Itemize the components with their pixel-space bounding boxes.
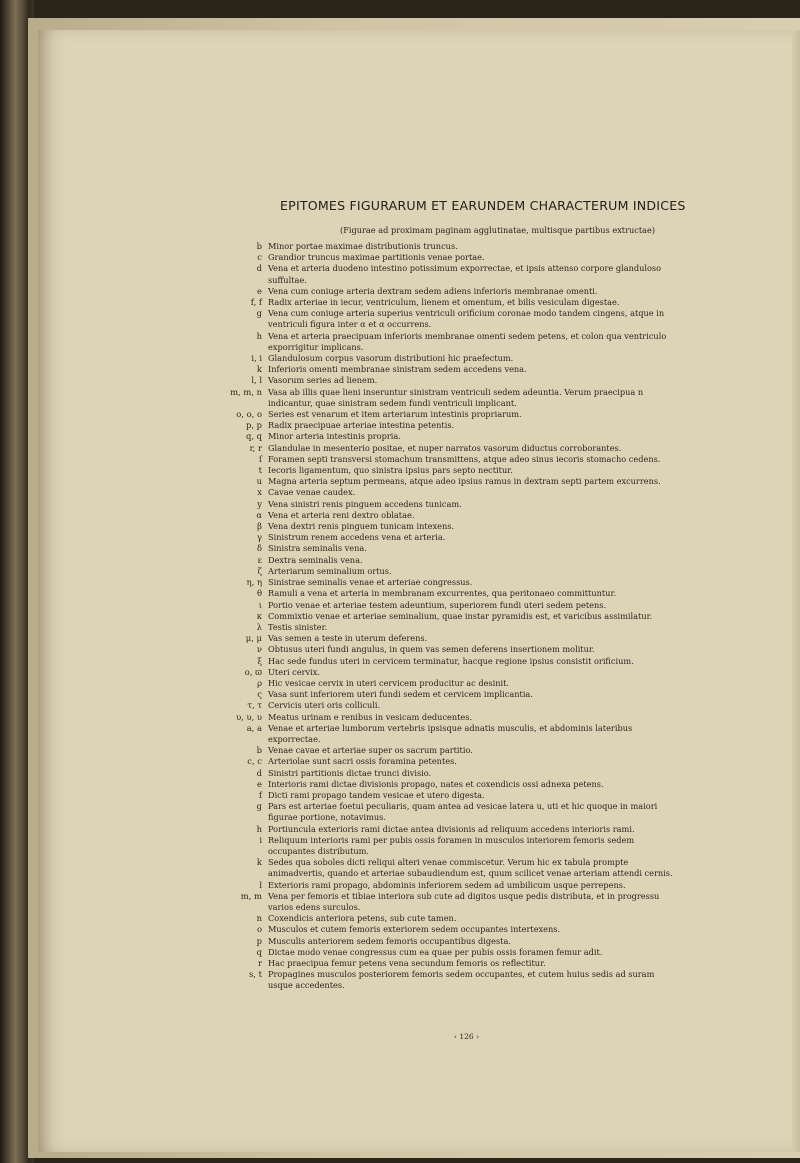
entry-label: c, c xyxy=(247,756,262,767)
index-entry xyxy=(218,790,676,801)
index-entry xyxy=(218,454,676,465)
entry-text: Sinistri partitionis dictae trunci divisio. xyxy=(268,767,432,778)
entry-text: Venae et arteriae lumborum vertebris ipsisque adnatis musculis, et abdominis lateribus exporrectae. xyxy=(268,722,633,744)
entry-text: Vas semen a teste in uterum deferens. xyxy=(268,633,428,644)
entry-label: h xyxy=(256,823,262,834)
entry-text: Dicti rami propago tandem vesicae et utero digesta. xyxy=(268,789,485,800)
entry-label: a, a xyxy=(246,722,262,733)
index-entry xyxy=(218,387,676,409)
entry-label: δ xyxy=(256,543,262,554)
entry-label: ς xyxy=(257,689,262,700)
entry-label: η, η xyxy=(246,577,262,588)
page-number: ‹ 126 › xyxy=(454,1032,480,1041)
index-entry xyxy=(218,252,676,263)
index-entry xyxy=(218,241,676,252)
entry-label: m, m xyxy=(240,890,262,901)
entry-label: y xyxy=(257,498,262,509)
index-entry xyxy=(218,644,676,655)
entry-text: Portiuncula exterioris rami dictae antea divisionis ad reliquum accedens interioris rami. xyxy=(268,823,635,834)
entry-label: θ xyxy=(256,588,262,599)
index-entry xyxy=(218,880,676,891)
page-subtitle: (Figurae ad proximam paginam agglutinatae, multisque partibus extructae) xyxy=(340,225,656,235)
entry-label: p xyxy=(256,935,262,946)
entry-label: l, l xyxy=(251,375,262,386)
entry-label: β xyxy=(257,521,262,532)
entry-text: Sinistrae seminalis venae et arteriae congressus. xyxy=(268,577,473,588)
entry-text: Sinistra seminalis vena. xyxy=(268,543,367,554)
entry-label: λ xyxy=(256,621,262,632)
index-entry xyxy=(218,633,676,644)
entry-text: Pars est arteriae foetui peculiaris, quam antea ad vesicae latera u, uti et hic quoque in maiori figurae portione, notavimus. xyxy=(268,801,658,823)
entry-label: ζ xyxy=(257,565,262,576)
entry-label: p, p xyxy=(245,420,262,431)
entry-label: b xyxy=(256,241,262,251)
index-entry xyxy=(218,768,676,779)
entry-text: Venae cavae et arteriae super os sacrum partitio. xyxy=(268,745,473,756)
index-entry xyxy=(218,700,676,711)
entry-text: Propagines musculos posteriorem femoris sedem occupantes, et cutem huius sedis ad suram usque accedentes. xyxy=(268,969,655,991)
entry-text: Commixtio venae et arteriae seminalium, quae instar pyramidis est, et varicibus assimilatur. xyxy=(268,610,653,621)
entry-label: t xyxy=(258,465,262,476)
entry-text: Minor portae maximae distributionis truncus. xyxy=(268,241,458,251)
index-entry xyxy=(218,487,676,498)
entry-text: Minor arteria intestinis propria. xyxy=(268,431,401,442)
entry-label: γ xyxy=(256,532,262,543)
entry-text: Glandulosum corpus vasorum distributioni hic praefectum. xyxy=(268,353,514,364)
entry-text: Ramuli a vena et arteria in membranam excurrentes, qua peritonaeo committuntur. xyxy=(268,588,617,599)
page-edge xyxy=(792,30,800,1152)
entry-text: Iecoris ligamentum, quo sinistra ipsius pars septo nectitur. xyxy=(268,465,513,476)
entry-label: κ xyxy=(256,610,262,621)
entry-label: k xyxy=(256,857,262,868)
entry-text: Vena dextri renis pinguem tunicam intexens. xyxy=(268,521,455,532)
index-entry xyxy=(218,431,676,442)
index-entry xyxy=(218,375,676,386)
entry-text: Uteri cervix. xyxy=(268,666,320,677)
entry-text: Vena per femoris et tibiae interiora sub cute ad digitos usque pedis distributa, et in progressu varios edens surculos. xyxy=(268,890,660,912)
entry-text: Vasa ab illis quae lieni inseruntur sinistram ventriculi sedem adeuntia. Verum praecipua n indicantur, quae sinistram sedem fundi ventriculi implicant. xyxy=(268,386,644,408)
entry-label: b xyxy=(256,745,262,756)
entry-label: υ, υ, υ xyxy=(236,711,262,722)
index-entry xyxy=(218,465,676,476)
entry-label: q, q xyxy=(245,431,262,442)
index-entries xyxy=(218,241,676,992)
entry-text: Sedes qua soboles dicti reliqui alteri venae commiscetur. Verum hic ex tabula prompte animadvertis, quando et arteriae subaudiendum est, quum scilicet venae arteriam attendi cernis. xyxy=(268,857,673,879)
index-entry xyxy=(218,331,676,353)
index-entry xyxy=(218,297,676,308)
entry-text: Series est venarum et item arteriarum intestinis propriarum. xyxy=(268,409,522,420)
entry-text: Hac sede fundus uteri in cervicem terminatur, hacque regione ipsius consistit orificium. xyxy=(268,655,634,666)
entry-text: Vasa sunt inferiorem uteri fundi sedem et cervicem implicantia. xyxy=(268,689,533,700)
entry-text: Vena et arteria reni dextro oblatae. xyxy=(268,509,415,520)
entry-label: e xyxy=(257,778,262,789)
entry-label: s, t xyxy=(249,969,262,980)
index-entry xyxy=(218,521,676,532)
index-entry xyxy=(218,611,676,622)
entry-label: d xyxy=(256,263,262,274)
index-entry xyxy=(218,756,676,767)
index-entry xyxy=(218,510,676,521)
entry-text: Portio venae et arteriae testem adeuntium, superiorem fundi uteri sedem petens. xyxy=(268,599,607,610)
entry-text: Arteriarum seminalium ortus. xyxy=(268,565,392,576)
entry-label: l xyxy=(259,879,262,890)
index-entry xyxy=(218,286,676,297)
index-entry xyxy=(218,723,676,745)
index-entry xyxy=(218,577,676,588)
index-entry xyxy=(218,745,676,756)
entry-label: k xyxy=(256,364,262,375)
entry-label: o, o, o xyxy=(236,409,262,420)
entry-label: r xyxy=(257,958,262,968)
entry-text: Magna arteria septum permeans, atque adeo ipsius ramus in dextram septi partem excurrens. xyxy=(268,476,661,487)
entry-text: Coxendicis anteriora petens, sub cute tamen. xyxy=(268,913,457,924)
entry-text: Vena cum coniuge arteria dextram sedem adiens inferioris membranae omenti. xyxy=(268,285,598,296)
entry-text: Hic vesicae cervix in uteri cervicem producitur ac desinit. xyxy=(268,677,510,688)
index-entry xyxy=(218,689,676,700)
index-entry xyxy=(218,543,676,554)
entry-text: Vena et arteria duodeno intestino potissimum exporrectae, et ipsis attenso corpore glanduloso suffultae. xyxy=(268,263,662,285)
entry-text: Vena cum coniuge arteria superius ventriculi orificium coronae modo tandem cingens, atque in ventriculi figura inter α et α occurrens. xyxy=(268,308,665,330)
entry-text: Vena et arteria praecipuam inferioris membranae omenti sedem petens, et colon qua ventriculo exporrigitur implicans. xyxy=(268,330,667,352)
index-entry xyxy=(218,678,676,689)
index-entry xyxy=(218,936,676,947)
entry-label: τ, τ xyxy=(247,700,262,711)
index-entry xyxy=(218,555,676,566)
entry-label: i, i xyxy=(251,353,262,364)
index-entry xyxy=(218,947,676,958)
index-entry xyxy=(218,969,676,991)
entry-label: g xyxy=(256,801,262,812)
entry-label: ſ xyxy=(258,453,262,464)
entry-text: Glandulae in mesenterio positae, et nuper narratos vasorum diductus corroborantes. xyxy=(268,442,622,453)
entry-text: Cervicis uteri oris colliculi. xyxy=(268,700,381,711)
index-entry xyxy=(218,566,676,577)
index-entry xyxy=(218,263,676,285)
entry-text: Obtusus uteri fundi angulus, in quem vas semen deferens insertionem molitur. xyxy=(268,644,595,655)
index-entry xyxy=(218,891,676,913)
index-entry xyxy=(218,308,676,330)
entry-text: Inferioris omenti membranae sinistram sedem accedens vena. xyxy=(268,364,527,375)
index-entry xyxy=(218,409,676,420)
entry-label: i xyxy=(259,834,262,845)
index-entry xyxy=(218,779,676,790)
index-entry xyxy=(218,476,676,487)
entry-label: o, ϖ xyxy=(244,666,262,677)
entry-text: Arteriolae sunt sacri ossis foramina petentes. xyxy=(268,756,457,767)
entry-label: f xyxy=(258,789,262,800)
entry-text: Meatus urinam e renibus in vesicam deducentes. xyxy=(268,711,473,722)
entry-text: Radix praecipuae arteriae intestina petentis. xyxy=(268,420,455,431)
entry-text: Dextra seminalis vena. xyxy=(268,554,363,565)
entry-label: q xyxy=(256,946,262,957)
entry-label: α xyxy=(256,509,262,520)
entry-label: o xyxy=(256,924,262,935)
entry-label: d xyxy=(256,767,262,778)
entry-text: Hac praecipua femur petens vena secundum femoris os reflectitur. xyxy=(268,958,546,968)
index-entry xyxy=(218,857,676,879)
entry-text: Exterioris rami propago, abdominis inferiorem sedem ad umbilicum usque perrepens. xyxy=(268,879,626,890)
entry-label: ι xyxy=(258,599,262,610)
entry-label: u xyxy=(256,476,262,487)
index-entry xyxy=(218,667,676,678)
entry-text: Reliquum interioris rami per pubis ossis foramen in musculos interiorem femoris sedem occupantes distributum. xyxy=(268,834,635,856)
index-entry xyxy=(218,499,676,510)
entry-label: f, f xyxy=(250,297,262,308)
index-entry xyxy=(218,364,676,375)
index-entry xyxy=(218,443,676,454)
entry-label: μ, μ xyxy=(245,633,262,644)
entry-label: h xyxy=(256,330,262,341)
entry-label: m, m, n xyxy=(230,386,262,397)
index-entry xyxy=(218,588,676,599)
index-entry xyxy=(218,600,676,611)
entry-label: r, r xyxy=(249,442,262,453)
entry-text: Radix arteriae in iecur, ventriculum, lienem et omentum, et bilis vesiculam digestae. xyxy=(268,297,620,308)
index-entry xyxy=(218,656,676,667)
index-entry xyxy=(218,924,676,935)
entry-label: ν xyxy=(256,644,262,655)
entry-label: n xyxy=(256,913,262,924)
entry-label: c xyxy=(257,252,262,263)
entry-text: Musculos et cutem femoris exteriorem sedem occupantes intertexens. xyxy=(268,924,561,935)
index-entry xyxy=(218,712,676,723)
entry-label: ρ xyxy=(257,677,262,688)
entry-text: Musculis anteriorem sedem femoris occupantibus digesta. xyxy=(268,935,511,946)
entry-text: Sinistrum renem accedens vena et arteria. xyxy=(268,532,446,543)
entry-text: Vena sinistri renis pinguem accedens tunicam. xyxy=(268,498,462,509)
index-entry xyxy=(218,420,676,431)
index-entry xyxy=(218,835,676,857)
entry-label: x xyxy=(257,487,262,498)
index-entry xyxy=(218,801,676,823)
entry-text: Grandior truncus maximae partitionis venae portae. xyxy=(268,252,485,263)
entry-label: g xyxy=(256,308,262,319)
index-entry xyxy=(218,532,676,543)
entry-text: Cavae venae caudex. xyxy=(268,487,356,498)
entry-label: e xyxy=(257,285,262,296)
entry-text: Interioris rami dictae divisionis propago, nates et coxendicis ossi adnexa petens. xyxy=(268,778,604,789)
entry-text: Vasorum series ad lienem. xyxy=(268,375,378,386)
entry-label: ξ xyxy=(257,655,262,666)
entry-label: ε xyxy=(257,554,262,565)
index-entry xyxy=(218,958,676,969)
index-entry xyxy=(218,824,676,835)
index-entry xyxy=(218,353,676,364)
entry-text: Dictae modo venae congressus cum ea quae per pubis ossis foramen femur adit. xyxy=(268,946,603,957)
index-entry xyxy=(218,622,676,633)
index-entry xyxy=(218,913,676,924)
page-title: EPITOMES FIGURARUM ET EARUNDEM CHARACTERUM INDICES xyxy=(280,198,686,213)
entry-text: Foramen septi transversi stomachum transmittens, atque adeo sinus iecoris stomacho cedens. xyxy=(268,453,661,464)
entry-text: Testis sinister. xyxy=(268,621,328,632)
